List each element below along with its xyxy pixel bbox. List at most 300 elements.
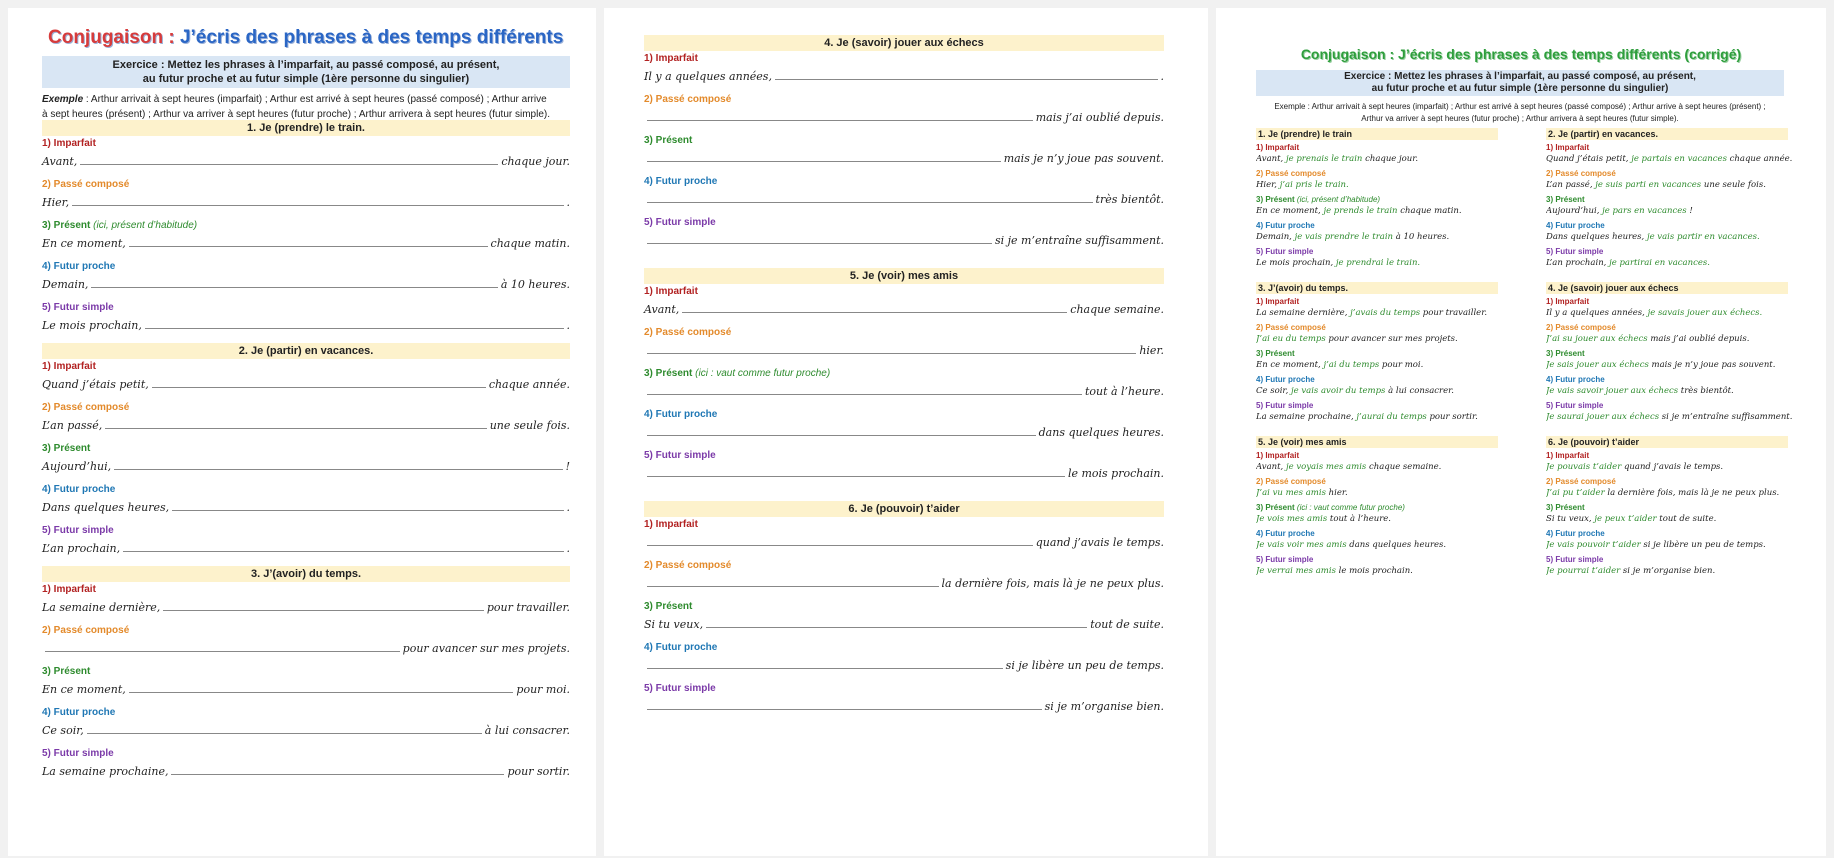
sentence-end: chaque matin. [490,237,570,250]
tense-name: 5) Futur simple [1256,247,1314,256]
example-text: Exemple : Arthur arrivait à sept heures (imparfait) ; Arthur est arrivé à sept heures (passé composé) ; Arthur arrive à sept heures (présent) ; Arthur va arriver à sept heures (futur proche) ; Arthur arrivera à sept heures (futur simple). [1274,102,1766,123]
answer-blank[interactable] [682,312,1067,313]
tense-label [42,220,197,231]
sentence-end: tout de suite. [1090,618,1164,631]
sentence-start: En ce moment, [1256,206,1324,216]
section-header: 3. J’(avoir) du temps. [42,566,570,582]
answer-sentence [1256,205,1506,218]
tense-name: 1) Imparfait [1256,451,1300,460]
tense-label [1546,169,1796,179]
sentence-end: chaque matin. [1397,206,1462,216]
tense-label [1256,503,1506,513]
answer-blank[interactable] [72,205,563,206]
sentence-start: Avant, [1256,154,1286,164]
sentence-end: hier. [1139,344,1164,357]
answer-line [42,455,570,473]
answer-blank[interactable] [647,353,1136,354]
sentence-start: Dans quelques heures, [42,501,170,514]
tense-name: 4) Futur proche [1256,375,1315,384]
sentence-end: pour avancer sur mes projets. [1325,334,1458,344]
section-header: 3. J’(avoir) du temps. [1256,282,1498,294]
sentence-start: La semaine dernière, [1256,308,1351,318]
tense-name: 5) Futur simple [1256,401,1314,410]
answer-sentence [1546,179,1796,192]
answer-text: j’avais du temps [1350,308,1421,318]
sentence-start: Si tu veux, [644,618,704,631]
tense-label [42,484,115,495]
answer-line [644,380,1164,398]
tense-label [644,327,731,338]
sentence-end: chaque jour. [1362,154,1419,164]
answer-blank[interactable] [145,328,564,329]
sentence-start: Hier, [1256,180,1280,190]
section-header: 6. Je (pouvoir) t’aider [644,501,1164,517]
sentence-end: . [566,196,570,209]
answer-line [644,572,1164,590]
sentence-end: dans quelques heures. [1038,426,1164,439]
answer-column-left [1256,128,1506,590]
answer-text: je savais jouer aux échecs. [1647,308,1763,318]
tense-label [644,560,731,571]
answer-line [42,537,570,555]
answer-text: je prendrai le train. [1335,258,1421,268]
tense-label [42,525,114,536]
answer-line [42,232,570,250]
tense-name: 3) Présent [1546,503,1585,512]
answer-sentence [1256,411,1506,424]
tense-name: 4) Futur proche [42,484,116,495]
sentence-end: dans quelques heures. [1346,540,1447,550]
sentence-end: mais je n’y joue pas souvent. [1003,152,1164,165]
tense-name: 2) Passé composé [42,402,130,413]
answer-sentence [1546,333,1796,346]
answer-blank[interactable] [775,79,1158,80]
answer-column-right [1546,128,1796,590]
answer-line [42,314,570,332]
answer-line [644,339,1164,357]
sentence-start: En ce moment, [42,683,126,696]
example-text: Exemple : Arthur arrivait à sept heures (imparfait) ; Arthur est arrivé à sept heures (passé composé) ; Arthur arrive à sept heures (présent) ; Arthur va arriver à sept heures (futur proche) ; Arthur arrivera à sept heures (futur simple). [42,94,550,120]
answer-blank[interactable] [129,692,514,693]
answer-blank[interactable] [114,469,562,470]
tense-label [644,135,692,146]
section-gap [1546,578,1796,590]
sentence-end: pour travailler. [1420,308,1488,318]
tense-label [1256,555,1506,565]
tense-label [1546,349,1796,359]
answer-line [644,531,1164,549]
sentence-start: Aujourd’hui, [1546,206,1603,216]
tense-name: 5) Futur simple [42,302,114,313]
answer-line [42,191,570,209]
answer-blank[interactable] [647,394,1082,395]
tense-label [1546,195,1796,205]
answer-sentence [1546,385,1796,398]
answer-blank[interactable] [647,243,992,244]
tense-label [1256,323,1506,333]
section-gap [1256,578,1506,590]
tense-name: 2) Passé composé [644,327,732,338]
section-gap [1546,424,1796,436]
answer-text: Je pouvais t’aider [1546,462,1622,472]
tense-label [1546,503,1796,513]
sentence-end: si je libère un peu de temps. [1005,659,1164,672]
section-gap [1256,424,1506,436]
answer-text: je peux t’aider [1594,514,1657,524]
answer-sentence [1546,359,1796,372]
answer-text: j’ai pris le train. [1279,180,1349,190]
worksheet-page-1 [8,8,596,856]
answer-line [644,229,1164,247]
answer-sentence [1546,461,1796,474]
answer-blank[interactable] [123,551,563,552]
tense-name: 2) Passé composé [42,625,130,636]
answer-line [42,678,570,696]
answer-text: je voyais mes amis [1285,462,1367,472]
tense-name: 4) Futur proche [42,261,116,272]
sentence-end: le mois prochain. [1067,467,1164,480]
answer-sentence [1546,307,1796,320]
sentence-start: Ce soir, [42,724,84,737]
sentence-start: Avant, [42,155,78,168]
answer-sentence [1546,231,1796,244]
tense-note: (ici, présent d’habitude) [90,220,198,231]
tense-label [42,361,96,372]
answer-blank[interactable] [105,428,487,429]
exercise-banner: Exercice : Mettez les phrases à l’imparfait, au passé composé, au présent, au futur proche et au futur simple (1ère personne du singulier) [1256,70,1784,96]
answer-blank[interactable] [87,733,482,734]
answer-sentence [1256,333,1506,346]
tense-name: 5) Futur simple [42,748,114,759]
tense-name: 4) Futur proche [644,642,718,653]
tense-label [644,683,716,694]
answer-blank[interactable] [647,709,1042,710]
answer-sentence [1256,153,1506,166]
tense-label [644,53,698,64]
answer-line [644,421,1164,439]
sentence-start: Demain, [1256,232,1295,242]
answer-text: je partirai en vacances. [1609,258,1710,268]
answer-sentence [1546,153,1796,166]
sentence-end: pour sortir. [1426,412,1478,422]
tense-label [42,443,90,454]
section-header: 4. Je (savoir) jouer aux échecs [1546,282,1788,294]
answer-sentence [1256,231,1506,244]
answer-line [644,613,1164,631]
sentence-end: si je libère un peu de temps. [1640,540,1766,550]
sentence-end: hier. [1325,488,1348,498]
section-gap [1256,270,1506,282]
tense-name: 5) Futur simple [1546,401,1604,410]
sentence-start: Dans quelques heures, [1546,232,1647,242]
tense-name: 1) Imparfait [644,53,698,64]
answer-text: je vais prendre le train [1294,232,1394,242]
answer-line [42,596,570,614]
page-title: Conjugaison : J’écris des phrases à des temps différents [48,27,564,48]
section-gap [1546,270,1796,282]
sentence-end: tout à l’heure. [1084,385,1164,398]
tense-name: 1) Imparfait [644,286,698,297]
sentence-start: Demain, [42,278,89,291]
answer-line [42,373,570,391]
answer-sentence [1256,179,1506,192]
sentence-end: très bientôt. [1678,386,1734,396]
tense-label [644,94,731,105]
tense-name: 2) Passé composé [1256,169,1326,178]
tense-note: (ici : vaut comme futur proche) [1294,503,1405,512]
tense-name: 3) Présent [644,135,693,146]
tense-name: 1) Imparfait [42,584,96,595]
answer-sentence [1256,565,1506,578]
section-header: 2. Je (partir) en vacances. [42,343,570,359]
tense-name: 2) Passé composé [1546,477,1616,486]
answer-text: je partais en vacances [1631,154,1727,164]
tense-label [644,450,716,461]
tense-name: 2) Passé composé [644,94,732,105]
tense-label [644,519,698,530]
tense-label [1256,349,1506,359]
tense-name: 4) Futur proche [1546,375,1605,384]
tense-name: 2) Passé composé [42,179,130,190]
answer-sentence [1256,307,1506,320]
sentence-end: quand j’avais le temps. [1035,536,1164,549]
tense-name: 4) Futur proche [1546,221,1605,230]
answer-text: J’ai eu du temps [1256,334,1326,344]
tense-label [644,368,830,379]
answer-blank[interactable] [91,287,497,288]
tense-name: 3) Présent [42,220,91,231]
answer-text: J’ai vu mes amis [1256,488,1326,498]
tense-name: 3) Présent [42,443,91,454]
tense-label [1546,451,1796,461]
sentence-end: pour sortir. [507,765,570,778]
answer-line [644,654,1164,672]
answer-line [42,637,570,655]
section-header: 5. Je (voir) mes amis [644,268,1164,284]
sentence-end: ! [565,460,570,473]
tense-label [1546,143,1796,153]
sentence-end: tout de suite. [1656,514,1717,524]
sentence-end: à lui consacrer. [484,724,570,737]
sentence-end: si je m’entraîne suffisamment. [994,234,1164,247]
tense-label [1546,555,1796,565]
answer-blank[interactable] [647,476,1065,477]
answer-sentence [1256,257,1506,270]
sentence-end: à 10 heures. [500,278,570,291]
sentence-start: Il y a quelques années, [1546,308,1648,318]
sentence-start: Il y a quelques années, [644,70,772,83]
answer-sentence [1546,487,1796,500]
sentence-start: Quand j’étais petit, [42,378,149,391]
sentence-start: Le mois prochain, [42,319,142,332]
sentence-end: la dernière fois, mais là je ne peux plus. [941,577,1164,590]
answer-line [644,147,1164,165]
answer-blank[interactable] [152,387,486,388]
answer-blank[interactable] [706,627,1087,628]
sentence-end: quand j’avais le temps. [1621,462,1724,472]
answer-line [42,760,570,778]
answer-blank[interactable] [129,246,488,247]
tense-name: 2) Passé composé [1546,169,1616,178]
sentence-start: L’an prochain, [42,542,121,555]
tense-label [1256,221,1506,231]
section-header: 5. Je (voir) mes amis [1256,436,1498,448]
sentence-start: La semaine prochaine, [42,765,169,778]
sentence-end: le mois prochain. [1335,566,1413,576]
tense-label [644,217,716,228]
section-header: 4. Je (savoir) jouer aux échecs [644,35,1164,51]
tense-label [1546,221,1796,231]
answer-text: Je saurai jouer aux échecs [1546,412,1660,422]
tense-note: (ici, présent d’habitude) [1294,195,1381,204]
tense-label [1256,297,1506,307]
tense-label [42,666,90,677]
sentence-start: Avant, [1256,462,1286,472]
answer-blank[interactable] [647,161,1001,162]
tense-name: 5) Futur simple [644,683,716,694]
tense-label [644,642,717,653]
sentence-end: . [566,501,570,514]
answer-line [644,65,1164,83]
answer-blank[interactable] [647,668,1003,669]
tense-label [42,302,114,313]
tense-label [42,707,115,718]
answer-sentence [1256,385,1506,398]
answer-text: je vais partir en vacances. [1646,232,1760,242]
answer-blank[interactable] [163,610,484,611]
tense-name: 2) Passé composé [644,560,732,571]
tense-name: 2) Passé composé [1546,323,1616,332]
sentence-end: tout à l’heure. [1327,514,1392,524]
answer-text: je suis parti en vacances [1595,180,1702,190]
answer-text: Je pourrai t’aider [1546,566,1621,576]
answer-sentence [1256,461,1506,474]
answer-text: Je verrai mes amis [1256,566,1336,576]
answer-sentence [1546,565,1796,578]
answer-blank[interactable] [647,586,939,587]
exercise-banner: Exercice : Mettez les phrases à l’imparfait, au passé composé, au présent, au futur proche et au futur simple (1ère personne du singulier) [42,56,570,88]
sentence-start: Ce soir, [1256,386,1291,396]
answer-text: Je vais voir mes amis [1256,540,1347,550]
tense-label [42,261,115,272]
sentence-start: En ce moment, [1256,360,1324,370]
answer-blank[interactable] [172,510,563,511]
tense-label [1256,195,1506,205]
answer-sentence [1256,513,1506,526]
answer-blank[interactable] [647,545,1033,546]
sentence-end: pour moi. [516,683,570,696]
answer-text: j’ai du temps [1323,360,1380,370]
sentence-start: En ce moment, [42,237,126,250]
tense-label [1256,169,1506,179]
tense-label [1546,297,1796,307]
tense-label [1546,477,1796,487]
tense-name: 1) Imparfait [1256,297,1300,306]
sentence-end: à 10 heures. [1393,232,1450,242]
answer-sentence [1256,539,1506,552]
sentence-end: . [1160,70,1164,83]
tense-name: 1) Imparfait [1546,451,1590,460]
tense-label [42,748,114,759]
sentence-end: mais j’ai oublié depuis. [1647,334,1750,344]
tense-name: 5) Futur simple [42,525,114,536]
sentence-end: mais je n’y joue pas souvent. [1648,360,1776,370]
answer-sentence [1256,487,1506,500]
tense-label [1256,529,1506,539]
tense-label [1256,451,1506,461]
sentence-start: La semaine dernière, [42,601,161,614]
sentence-end: si je m’entraîne suffisamment. [1659,412,1793,422]
sentence-end: ! [1686,206,1693,216]
tense-name: 3) Présent [644,368,693,379]
answer-sentence [1546,257,1796,270]
tense-name: 3) Présent [1546,349,1585,358]
tense-name: 5) Futur simple [1546,247,1604,256]
answer-line [644,106,1164,124]
tense-label [1256,401,1506,411]
sentence-end: à lui consacrer. [1385,386,1454,396]
sentence-end: très bientôt. [1095,193,1164,206]
answer-line [42,496,570,514]
tense-name: 4) Futur proche [42,707,116,718]
tense-label [644,286,698,297]
tense-name: 3) Présent [1256,503,1295,512]
sentence-end: . [566,319,570,332]
answer-sentence [1546,205,1796,218]
sentence-end: pour travailler. [486,601,570,614]
sentence-end: chaque semaine. [1070,303,1164,316]
tense-label [1546,247,1796,257]
sentence-start: Hier, [42,196,70,209]
tense-label [42,179,129,190]
answer-sentence [1256,359,1506,372]
answer-blank[interactable] [647,120,1033,121]
sentence-end: si je m’organise bien. [1620,566,1716,576]
sentence-start: Avant, [644,303,680,316]
tense-label [1546,323,1796,333]
answer-line [644,298,1164,316]
answer-sentence [1546,411,1796,424]
tense-name: 4) Futur proche [1256,529,1315,538]
answer-blank[interactable] [45,651,400,652]
section-header: 6. Je (pouvoir) t’aider [1546,436,1788,448]
sentence-start: La semaine prochaine, [1256,412,1357,422]
answer-blank[interactable] [647,435,1036,436]
tense-label [1546,375,1796,385]
section-header: 2. Je (partir) en vacances. [1546,128,1788,140]
answer-blank[interactable] [171,774,504,775]
sentence-end: une seule fois. [1701,180,1766,190]
answer-text: j’aurai du temps [1356,412,1427,422]
tense-label [1256,375,1506,385]
sentence-start: Si tu veux, [1546,514,1595,524]
sentence-end: chaque année. [488,378,570,391]
answer-text: je prenais le train [1285,154,1363,164]
tense-name: 3) Présent [644,601,693,612]
sentence-end: mais j’ai oublié depuis. [1035,111,1164,124]
sentence-end: chaque année. [1726,154,1793,164]
answer-blank[interactable] [80,164,498,165]
tense-name: 4) Futur proche [644,176,718,187]
answer-blank[interactable] [647,202,1093,203]
tense-name: 4) Futur proche [1256,221,1315,230]
tense-note: (ici : vaut comme futur proche) [692,368,831,379]
answer-line [644,462,1164,480]
answer-line [644,188,1164,206]
tense-name: 5) Futur simple [644,217,716,228]
tense-label [42,625,129,636]
sentence-start: L’an passé, [42,419,103,432]
